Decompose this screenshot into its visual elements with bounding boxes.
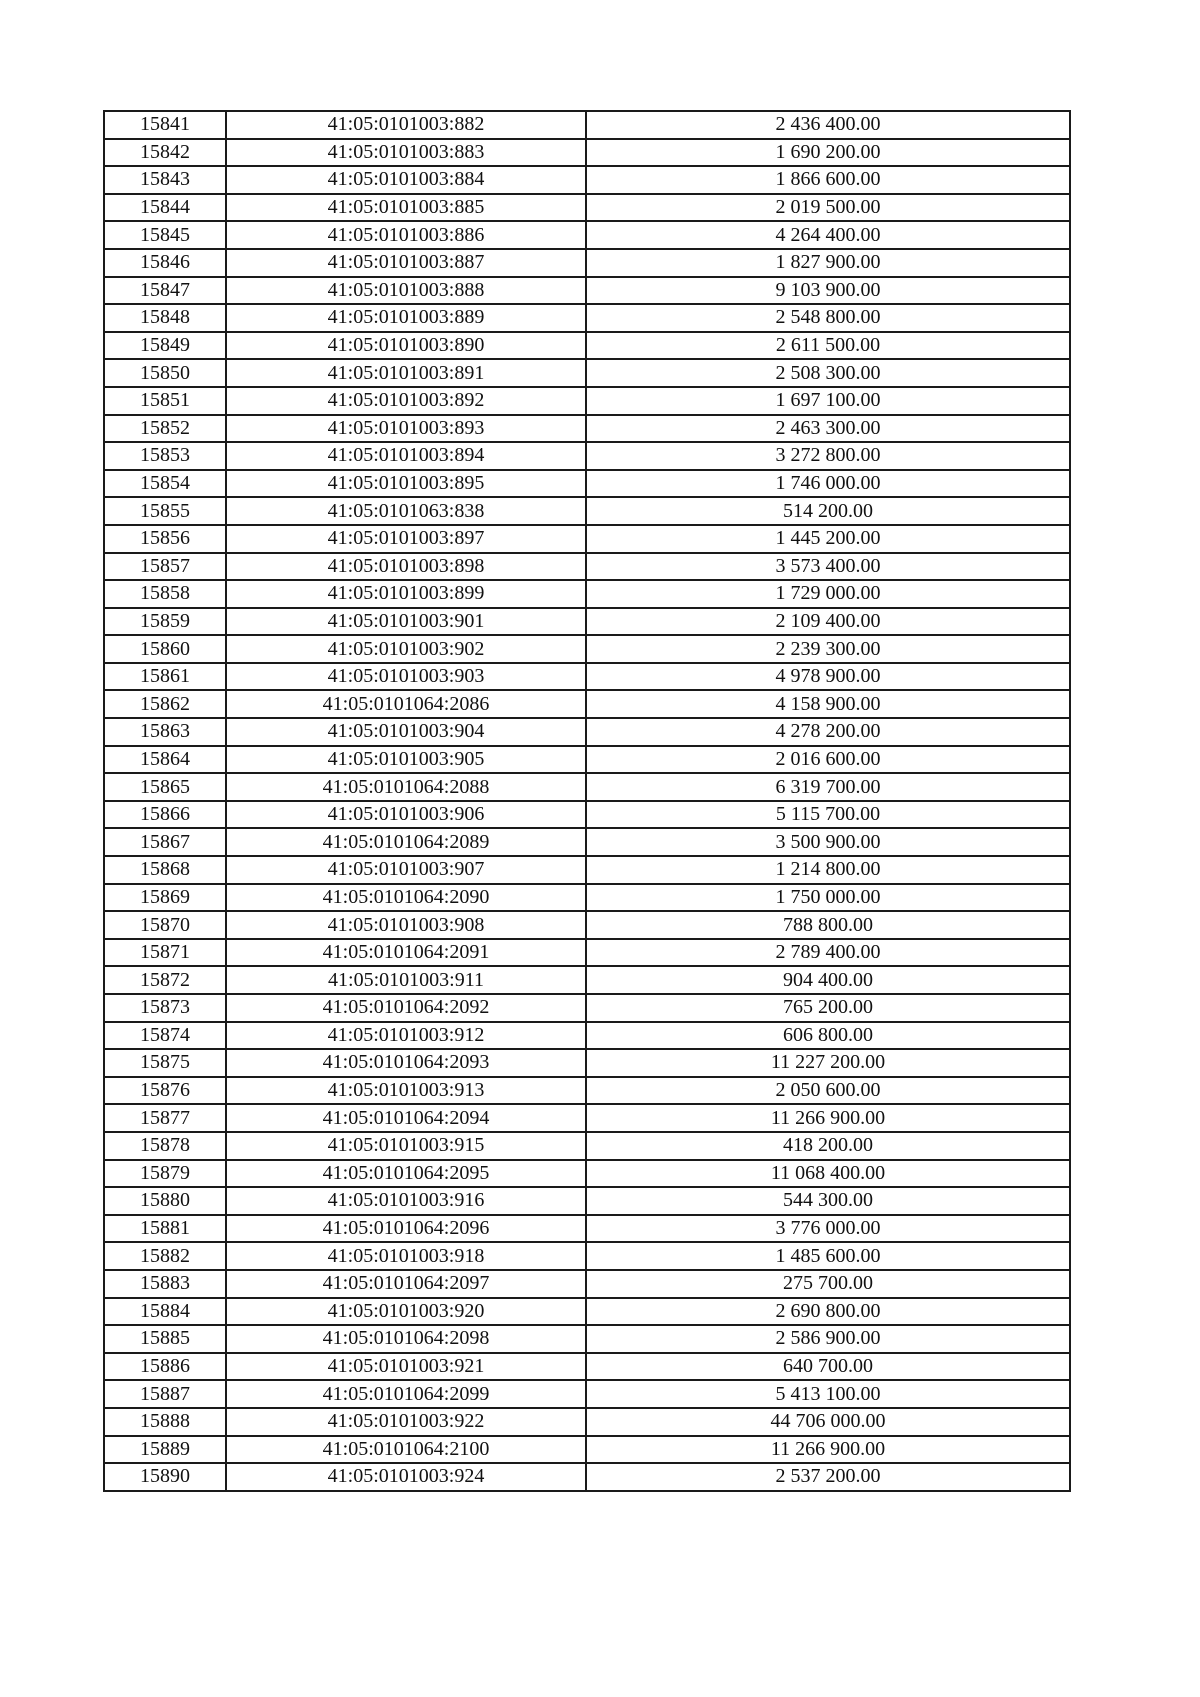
row-number-cell: 15880	[104, 1187, 226, 1215]
cadastral-value-cell: 544 300.00	[586, 1187, 1070, 1215]
cadastral-number-cell: 41:05:0101003:905	[226, 746, 586, 774]
cadastral-number-cell: 41:05:0101003:924	[226, 1463, 586, 1491]
row-number-cell: 15844	[104, 194, 226, 222]
cadastral-number-cell: 41:05:0101064:2095	[226, 1160, 586, 1188]
row-number-cell: 15887	[104, 1380, 226, 1408]
row-number-cell: 15867	[104, 828, 226, 856]
cadastral-value-cell: 11 266 900.00	[586, 1104, 1070, 1132]
cadastral-value-cell: 1 746 000.00	[586, 470, 1070, 498]
row-number-cell: 15843	[104, 166, 226, 194]
table-row	[104, 1353, 1070, 1381]
cadastral-number-cell: 41:05:0101003:901	[226, 608, 586, 636]
table-row	[104, 415, 1070, 443]
cadastral-value-cell: 2 436 400.00	[586, 111, 1070, 139]
cadastral-number-cell: 41:05:0101003:906	[226, 801, 586, 829]
row-number-cell: 15864	[104, 746, 226, 774]
row-number-cell: 15847	[104, 277, 226, 305]
cadastral-value-cell: 788 800.00	[586, 911, 1070, 939]
cadastral-value-cell: 2 016 600.00	[586, 746, 1070, 774]
table-row	[104, 1436, 1070, 1464]
cadastral-value-cell: 9 103 900.00	[586, 277, 1070, 305]
table-row	[104, 828, 1070, 856]
cadastral-number-cell: 41:05:0101003:889	[226, 304, 586, 332]
table-row	[104, 911, 1070, 939]
table-row	[104, 1408, 1070, 1436]
table-row	[104, 277, 1070, 305]
table-row	[104, 1270, 1070, 1298]
row-number-cell: 15882	[104, 1242, 226, 1270]
table-row	[104, 718, 1070, 746]
cadastral-value-cell: 1 214 800.00	[586, 856, 1070, 884]
cadastral-number-cell: 41:05:0101003:918	[226, 1242, 586, 1270]
cadastral-value-cell: 11 068 400.00	[586, 1160, 1070, 1188]
row-number-cell: 15863	[104, 718, 226, 746]
row-number-cell: 15878	[104, 1132, 226, 1160]
table-row	[104, 1022, 1070, 1050]
table-row	[104, 1104, 1070, 1132]
cadastral-value-cell: 5 413 100.00	[586, 1380, 1070, 1408]
row-number-cell: 15849	[104, 332, 226, 360]
table-row	[104, 580, 1070, 608]
row-number-cell: 15886	[104, 1353, 226, 1381]
cadastral-value-table	[103, 110, 1071, 1492]
cadastral-value-cell: 2 611 500.00	[586, 332, 1070, 360]
cadastral-number-cell: 41:05:0101064:2099	[226, 1380, 586, 1408]
table-row	[104, 1298, 1070, 1326]
cadastral-number-cell: 41:05:0101003:913	[226, 1077, 586, 1105]
cadastral-number-cell: 41:05:0101003:904	[226, 718, 586, 746]
cadastral-value-cell: 2 690 800.00	[586, 1298, 1070, 1326]
row-number-cell: 15885	[104, 1325, 226, 1353]
cadastral-number-cell: 41:05:0101003:897	[226, 525, 586, 553]
cadastral-value-cell: 1 827 900.00	[586, 249, 1070, 277]
cadastral-value-cell: 1 445 200.00	[586, 525, 1070, 553]
cadastral-value-cell: 904 400.00	[586, 966, 1070, 994]
cadastral-value-cell: 2 109 400.00	[586, 608, 1070, 636]
cadastral-number-cell: 41:05:0101003:911	[226, 966, 586, 994]
row-number-cell: 15883	[104, 1270, 226, 1298]
table-row	[104, 773, 1070, 801]
cadastral-value-cell: 418 200.00	[586, 1132, 1070, 1160]
row-number-cell: 15888	[104, 1408, 226, 1436]
cadastral-number-cell: 41:05:0101003:895	[226, 470, 586, 498]
table-row	[104, 1380, 1070, 1408]
cadastral-value-cell: 5 115 700.00	[586, 801, 1070, 829]
row-number-cell: 15848	[104, 304, 226, 332]
table-row	[104, 166, 1070, 194]
row-number-cell: 15879	[104, 1160, 226, 1188]
row-number-cell: 15870	[104, 911, 226, 939]
cadastral-value-cell: 44 706 000.00	[586, 1408, 1070, 1436]
row-number-cell: 15854	[104, 470, 226, 498]
row-number-cell: 15865	[104, 773, 226, 801]
cadastral-number-cell: 41:05:0101003:915	[226, 1132, 586, 1160]
cadastral-value-cell: 1 750 000.00	[586, 884, 1070, 912]
cadastral-value-cell: 1 697 100.00	[586, 387, 1070, 415]
cadastral-number-cell: 41:05:0101003:888	[226, 277, 586, 305]
table-row	[104, 746, 1070, 774]
table-row	[104, 690, 1070, 718]
table-row	[104, 249, 1070, 277]
row-number-cell: 15858	[104, 580, 226, 608]
table-row	[104, 194, 1070, 222]
row-number-cell: 15868	[104, 856, 226, 884]
row-number-cell: 15884	[104, 1298, 226, 1326]
cadastral-number-cell: 41:05:0101003:892	[226, 387, 586, 415]
row-number-cell: 15851	[104, 387, 226, 415]
table-row	[104, 1463, 1070, 1491]
cadastral-value-cell: 2 019 500.00	[586, 194, 1070, 222]
cadastral-value-cell: 640 700.00	[586, 1353, 1070, 1381]
cadastral-value-cell: 3 272 800.00	[586, 442, 1070, 470]
table-row	[104, 442, 1070, 470]
row-number-cell: 15881	[104, 1215, 226, 1243]
cadastral-value-cell: 1 690 200.00	[586, 139, 1070, 167]
cadastral-number-cell: 41:05:0101064:2098	[226, 1325, 586, 1353]
cadastral-number-cell: 41:05:0101003:898	[226, 553, 586, 581]
cadastral-number-cell: 41:05:0101003:908	[226, 911, 586, 939]
cadastral-number-cell: 41:05:0101003:884	[226, 166, 586, 194]
row-number-cell: 15866	[104, 801, 226, 829]
table-row	[104, 497, 1070, 525]
table-row	[104, 608, 1070, 636]
cadastral-value-cell: 1 485 600.00	[586, 1242, 1070, 1270]
row-number-cell: 15860	[104, 635, 226, 663]
cadastral-number-cell: 41:05:0101064:2096	[226, 1215, 586, 1243]
table-row	[104, 663, 1070, 691]
table-row	[104, 221, 1070, 249]
table-row	[104, 994, 1070, 1022]
cadastral-value-cell: 765 200.00	[586, 994, 1070, 1022]
cadastral-number-cell: 41:05:0101003:921	[226, 1353, 586, 1381]
table-row	[104, 1132, 1070, 1160]
cadastral-number-cell: 41:05:0101003:894	[226, 442, 586, 470]
cadastral-value-cell: 3 776 000.00	[586, 1215, 1070, 1243]
cadastral-number-cell: 41:05:0101003:883	[226, 139, 586, 167]
table-row	[104, 387, 1070, 415]
cadastral-value-cell: 514 200.00	[586, 497, 1070, 525]
cadastral-number-cell: 41:05:0101063:838	[226, 497, 586, 525]
cadastral-value-cell: 4 264 400.00	[586, 221, 1070, 249]
cadastral-value-cell: 3 573 400.00	[586, 553, 1070, 581]
cadastral-number-cell: 41:05:0101064:2100	[226, 1436, 586, 1464]
table-row	[104, 1325, 1070, 1353]
cadastral-number-cell: 41:05:0101064:2086	[226, 690, 586, 718]
table-row	[104, 1049, 1070, 1077]
cadastral-number-cell: 41:05:0101003:890	[226, 332, 586, 360]
cadastral-number-cell: 41:05:0101064:2089	[226, 828, 586, 856]
row-number-cell: 15861	[104, 663, 226, 691]
cadastral-value-cell: 4 158 900.00	[586, 690, 1070, 718]
row-number-cell: 15869	[104, 884, 226, 912]
row-number-cell: 15877	[104, 1104, 226, 1132]
cadastral-value-cell: 1 866 600.00	[586, 166, 1070, 194]
table-row	[104, 111, 1070, 139]
cadastral-number-cell: 41:05:0101003:922	[226, 1408, 586, 1436]
cadastral-value-cell: 6 319 700.00	[586, 773, 1070, 801]
row-number-cell: 15874	[104, 1022, 226, 1050]
cadastral-value-cell: 2 789 400.00	[586, 939, 1070, 967]
cadastral-value-cell: 3 500 900.00	[586, 828, 1070, 856]
cadastral-value-cell: 1 729 000.00	[586, 580, 1070, 608]
cadastral-value-cell: 11 227 200.00	[586, 1049, 1070, 1077]
table-row	[104, 939, 1070, 967]
row-number-cell: 15862	[104, 690, 226, 718]
table-row	[104, 1242, 1070, 1270]
cadastral-number-cell: 41:05:0101064:2094	[226, 1104, 586, 1132]
cadastral-number-cell: 41:05:0101064:2091	[226, 939, 586, 967]
cadastral-number-cell: 41:05:0101003:916	[226, 1187, 586, 1215]
cadastral-number-cell: 41:05:0101003:920	[226, 1298, 586, 1326]
cadastral-value-cell: 2 548 800.00	[586, 304, 1070, 332]
cadastral-value-cell: 275 700.00	[586, 1270, 1070, 1298]
row-number-cell: 15857	[104, 553, 226, 581]
table-row	[104, 1187, 1070, 1215]
cadastral-value-cell: 2 050 600.00	[586, 1077, 1070, 1105]
table-row	[104, 470, 1070, 498]
table-row	[104, 525, 1070, 553]
cadastral-number-cell: 41:05:0101003:912	[226, 1022, 586, 1050]
row-number-cell: 15876	[104, 1077, 226, 1105]
table-row	[104, 1077, 1070, 1105]
cadastral-number-cell: 41:05:0101064:2088	[226, 773, 586, 801]
row-number-cell: 15850	[104, 359, 226, 387]
cadastral-number-cell: 41:05:0101003:899	[226, 580, 586, 608]
table-row	[104, 139, 1070, 167]
cadastral-value-cell: 4 278 200.00	[586, 718, 1070, 746]
cadastral-value-cell: 2 463 300.00	[586, 415, 1070, 443]
table-row	[104, 332, 1070, 360]
row-number-cell: 15855	[104, 497, 226, 525]
cadastral-value-cell: 4 978 900.00	[586, 663, 1070, 691]
table-row	[104, 635, 1070, 663]
row-number-cell: 15842	[104, 139, 226, 167]
cadastral-number-cell: 41:05:0101064:2097	[226, 1270, 586, 1298]
cadastral-value-cell: 11 266 900.00	[586, 1436, 1070, 1464]
row-number-cell: 15875	[104, 1049, 226, 1077]
cadastral-number-cell: 41:05:0101064:2090	[226, 884, 586, 912]
row-number-cell: 15846	[104, 249, 226, 277]
table-row	[104, 304, 1070, 332]
cadastral-number-cell: 41:05:0101003:887	[226, 249, 586, 277]
table-row	[104, 856, 1070, 884]
cadastral-number-cell: 41:05:0101003:902	[226, 635, 586, 663]
cadastral-number-cell: 41:05:0101003:893	[226, 415, 586, 443]
cadastral-value-cell: 2 586 900.00	[586, 1325, 1070, 1353]
cadastral-number-cell: 41:05:0101003:891	[226, 359, 586, 387]
table-row	[104, 359, 1070, 387]
cadastral-number-cell: 41:05:0101003:882	[226, 111, 586, 139]
table-row	[104, 884, 1070, 912]
cadastral-value-cell: 606 800.00	[586, 1022, 1070, 1050]
table-row	[104, 553, 1070, 581]
table-body	[104, 111, 1070, 1491]
row-number-cell: 15872	[104, 966, 226, 994]
table-row	[104, 966, 1070, 994]
cadastral-number-cell: 41:05:0101064:2092	[226, 994, 586, 1022]
row-number-cell: 15890	[104, 1463, 226, 1491]
table-row	[104, 801, 1070, 829]
row-number-cell: 15856	[104, 525, 226, 553]
row-number-cell: 15845	[104, 221, 226, 249]
row-number-cell: 15852	[104, 415, 226, 443]
cadastral-number-cell: 41:05:0101064:2093	[226, 1049, 586, 1077]
cadastral-value-cell: 2 508 300.00	[586, 359, 1070, 387]
row-number-cell: 15841	[104, 111, 226, 139]
table-row	[104, 1215, 1070, 1243]
row-number-cell: 15889	[104, 1436, 226, 1464]
cadastral-number-cell: 41:05:0101003:907	[226, 856, 586, 884]
cadastral-value-cell: 2 239 300.00	[586, 635, 1070, 663]
row-number-cell: 15871	[104, 939, 226, 967]
row-number-cell: 15859	[104, 608, 226, 636]
table-row	[104, 1160, 1070, 1188]
cadastral-number-cell: 41:05:0101003:885	[226, 194, 586, 222]
cadastral-value-cell: 2 537 200.00	[586, 1463, 1070, 1491]
cadastral-number-cell: 41:05:0101003:886	[226, 221, 586, 249]
cadastral-number-cell: 41:05:0101003:903	[226, 663, 586, 691]
row-number-cell: 15853	[104, 442, 226, 470]
row-number-cell: 15873	[104, 994, 226, 1022]
